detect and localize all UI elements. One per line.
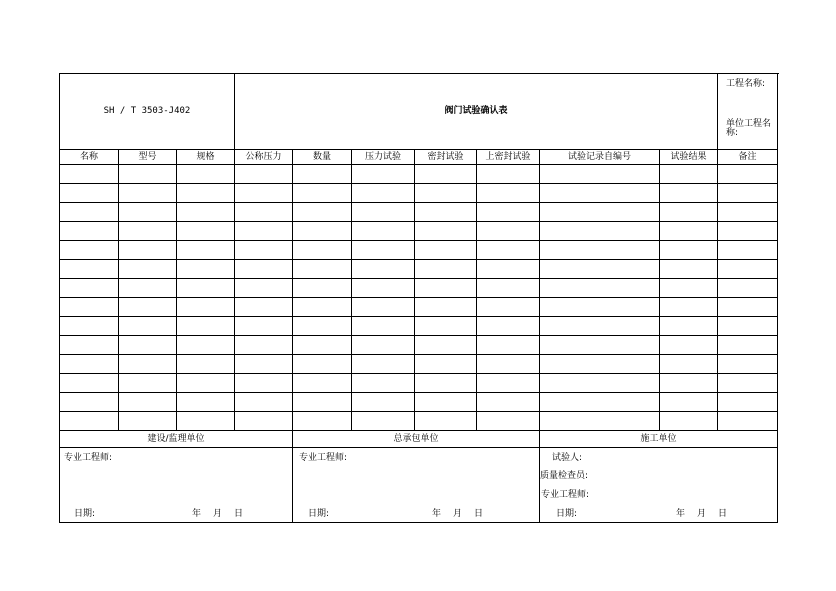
table-cell[interactable]	[718, 184, 778, 203]
column-header: 上密封试验	[477, 150, 540, 165]
table-cell[interactable]	[352, 203, 415, 222]
table-cell[interactable]	[293, 260, 352, 279]
table-cell[interactable]	[718, 374, 778, 393]
table-cell[interactable]	[540, 260, 660, 279]
table-cell[interactable]	[235, 184, 293, 203]
table-row	[60, 355, 778, 374]
column-header: 试验结果	[660, 150, 718, 165]
table-cell[interactable]	[660, 279, 718, 298]
table-cell[interactable]	[477, 241, 540, 260]
table-cell[interactable]	[177, 412, 235, 431]
table-cell[interactable]	[177, 355, 235, 374]
table-cell[interactable]	[177, 374, 235, 393]
table-cell[interactable]	[293, 203, 352, 222]
table-cell[interactable]	[293, 355, 352, 374]
table-cell[interactable]	[177, 184, 235, 203]
table-cell[interactable]	[415, 241, 477, 260]
construction-engineer-label: 专业工程师:	[541, 490, 590, 500]
table-cell[interactable]	[660, 317, 718, 336]
table-cell[interactable]	[660, 260, 718, 279]
table-row	[60, 184, 778, 203]
table-cell[interactable]	[477, 222, 540, 241]
table-cell[interactable]	[235, 260, 293, 279]
table-cell[interactable]	[293, 298, 352, 317]
form-title: 阀门试验确认表	[235, 74, 718, 150]
owner-day-label: 日	[234, 509, 244, 519]
table-cell[interactable]	[540, 165, 660, 184]
table-cell[interactable]	[415, 336, 477, 355]
table-cell[interactable]	[119, 241, 177, 260]
table-cell[interactable]	[352, 317, 415, 336]
table-cell[interactable]	[119, 184, 177, 203]
owner-section-title: 建设/监理单位	[60, 431, 293, 448]
table-cell[interactable]	[415, 298, 477, 317]
table-cell[interactable]	[119, 393, 177, 412]
table-row	[60, 260, 778, 279]
table-cell[interactable]	[177, 222, 235, 241]
table-cell[interactable]	[235, 165, 293, 184]
table-cell[interactable]	[718, 203, 778, 222]
table-cell[interactable]	[718, 317, 778, 336]
table-cell[interactable]	[235, 203, 293, 222]
table-cell[interactable]	[60, 374, 119, 393]
table-cell[interactable]	[119, 165, 177, 184]
table-cell[interactable]	[718, 393, 778, 412]
quality-inspector-label: 质量检查员:	[540, 471, 589, 481]
column-header: 公称压力	[235, 150, 293, 165]
column-header: 规格	[177, 150, 235, 165]
table-cell[interactable]	[540, 393, 660, 412]
table-cell[interactable]	[235, 279, 293, 298]
table-cell[interactable]	[60, 165, 119, 184]
contractor-month-label: 月	[453, 509, 463, 519]
table-cell[interactable]	[415, 184, 477, 203]
table-cell[interactable]	[235, 393, 293, 412]
table-cell[interactable]	[718, 241, 778, 260]
table-cell[interactable]	[415, 165, 477, 184]
table-cell[interactable]	[119, 279, 177, 298]
table-cell[interactable]	[235, 317, 293, 336]
column-header: 压力试验	[352, 150, 415, 165]
column-header: 备注	[718, 150, 778, 165]
table-cell[interactable]	[119, 355, 177, 374]
unit-project-name-label: 单位工程名称:	[726, 119, 772, 138]
table-cell[interactable]	[293, 317, 352, 336]
table-cell[interactable]	[477, 393, 540, 412]
table-cell[interactable]	[660, 241, 718, 260]
table-cell[interactable]	[235, 241, 293, 260]
signature-row	[60, 448, 778, 523]
table-row	[60, 222, 778, 241]
table-cell[interactable]	[660, 184, 718, 203]
table-cell[interactable]	[119, 298, 177, 317]
table-cell[interactable]	[477, 355, 540, 374]
table-cell[interactable]	[718, 412, 778, 431]
table-cell[interactable]	[293, 336, 352, 355]
table-row	[60, 298, 778, 317]
table-cell[interactable]	[415, 355, 477, 374]
table-cell[interactable]	[60, 298, 119, 317]
table-cell[interactable]	[477, 184, 540, 203]
table-cell[interactable]	[119, 203, 177, 222]
table-row	[60, 165, 778, 184]
table-cell[interactable]	[540, 317, 660, 336]
table-cell[interactable]	[718, 165, 778, 184]
table-cell[interactable]	[119, 260, 177, 279]
table-cell[interactable]	[60, 203, 119, 222]
table-cell[interactable]	[718, 222, 778, 241]
tester-label: 试验人:	[552, 453, 583, 463]
table-cell[interactable]	[352, 393, 415, 412]
table-cell[interactable]	[352, 355, 415, 374]
table-cell[interactable]	[477, 317, 540, 336]
table-cell[interactable]	[293, 393, 352, 412]
column-header: 密封试验	[415, 150, 477, 165]
table-cell[interactable]	[177, 298, 235, 317]
table-cell[interactable]	[177, 279, 235, 298]
table-cell[interactable]	[477, 374, 540, 393]
table-cell[interactable]	[352, 336, 415, 355]
table-cell[interactable]	[235, 412, 293, 431]
table-cell[interactable]	[293, 222, 352, 241]
contractor-signature-cell[interactable]	[293, 448, 540, 523]
table-cell[interactable]	[119, 317, 177, 336]
table-cell[interactable]	[718, 260, 778, 279]
table-cell[interactable]	[540, 298, 660, 317]
table-cell[interactable]	[177, 241, 235, 260]
table-cell[interactable]	[477, 260, 540, 279]
construction-section-title: 施工单位	[540, 431, 778, 448]
table-cell[interactable]	[660, 165, 718, 184]
table-cell[interactable]	[177, 165, 235, 184]
table-cell[interactable]	[660, 355, 718, 374]
owner-year-label: 年	[192, 509, 202, 519]
table-cell[interactable]	[60, 184, 119, 203]
table-cell[interactable]	[540, 412, 660, 431]
owner-month-label: 月	[213, 509, 223, 519]
table-cell[interactable]	[415, 260, 477, 279]
table-cell[interactable]	[477, 279, 540, 298]
table-cell[interactable]	[477, 412, 540, 431]
column-header: 型号	[119, 150, 177, 165]
contractor-day-label: 日	[474, 509, 484, 519]
table-cell[interactable]	[352, 165, 415, 184]
table-cell[interactable]	[293, 241, 352, 260]
table-cell[interactable]	[60, 241, 119, 260]
table-row	[60, 203, 778, 222]
contractor-year-label: 年	[432, 509, 442, 519]
table-cell[interactable]	[477, 336, 540, 355]
table-row	[60, 279, 778, 298]
table-cell[interactable]	[177, 317, 235, 336]
table-cell[interactable]	[540, 374, 660, 393]
owner-date-label: 日期:	[74, 509, 96, 519]
table-cell[interactable]	[540, 184, 660, 203]
table-cell[interactable]	[660, 393, 718, 412]
column-header: 名称	[60, 150, 119, 165]
contractor-date-label: 日期:	[308, 509, 330, 519]
project-info-cell[interactable]	[718, 74, 778, 150]
project-name-label: 工程名称:	[726, 79, 766, 89]
table-cell[interactable]	[60, 412, 119, 431]
contractor-engineer-label: 专业工程师:	[299, 453, 348, 463]
table-cell[interactable]	[415, 393, 477, 412]
table-cell[interactable]	[540, 336, 660, 355]
table-cell[interactable]	[352, 184, 415, 203]
table-cell[interactable]	[352, 374, 415, 393]
table-cell[interactable]	[293, 374, 352, 393]
valve-test-form	[59, 73, 777, 531]
table-cell[interactable]	[415, 317, 477, 336]
table-cell[interactable]	[177, 393, 235, 412]
table-cell[interactable]	[718, 298, 778, 317]
table-cell[interactable]	[119, 222, 177, 241]
table-row	[60, 374, 778, 393]
table-cell[interactable]	[177, 260, 235, 279]
owner-signature-cell[interactable]	[60, 448, 293, 523]
table-cell[interactable]	[352, 260, 415, 279]
table-cell[interactable]	[293, 165, 352, 184]
column-header: 试验记录自编号	[540, 150, 660, 165]
table-cell[interactable]	[293, 184, 352, 203]
contractor-section-title: 总承包单位	[293, 431, 540, 448]
table-cell[interactable]	[540, 222, 660, 241]
construction-date-label: 日期:	[556, 509, 578, 519]
column-header: 数量	[293, 150, 352, 165]
section-header-row	[60, 431, 778, 448]
column-header-row	[60, 150, 778, 165]
table-cell[interactable]	[660, 374, 718, 393]
table-cell[interactable]	[60, 279, 119, 298]
table-cell[interactable]	[660, 412, 718, 431]
table-cell[interactable]	[415, 374, 477, 393]
table-cell[interactable]	[352, 279, 415, 298]
table-cell[interactable]	[718, 355, 778, 374]
table-cell[interactable]	[718, 279, 778, 298]
construction-year-label: 年	[676, 509, 686, 519]
table-cell[interactable]	[235, 374, 293, 393]
table-cell[interactable]	[177, 203, 235, 222]
table-cell[interactable]	[660, 298, 718, 317]
construction-day-label: 日	[718, 509, 728, 519]
table-cell[interactable]	[477, 298, 540, 317]
table-cell[interactable]	[352, 241, 415, 260]
table-cell[interactable]	[235, 298, 293, 317]
table-cell[interactable]	[60, 393, 119, 412]
table-cell[interactable]	[119, 336, 177, 355]
table-cell[interactable]	[660, 336, 718, 355]
construction-signature-cell[interactable]	[540, 448, 778, 523]
table-cell[interactable]	[235, 355, 293, 374]
table-cell[interactable]	[60, 260, 119, 279]
table-cell[interactable]	[540, 203, 660, 222]
form-table	[59, 73, 778, 523]
form-code: SH / T 3503-J402	[60, 74, 235, 150]
table-cell[interactable]	[60, 336, 119, 355]
table-cell[interactable]	[477, 165, 540, 184]
table-row	[60, 412, 778, 431]
table-cell[interactable]	[60, 222, 119, 241]
table-cell[interactable]	[540, 279, 660, 298]
table-cell[interactable]	[60, 355, 119, 374]
table-cell[interactable]	[119, 412, 177, 431]
table-row	[60, 241, 778, 260]
table-cell[interactable]	[235, 336, 293, 355]
table-cell[interactable]	[177, 336, 235, 355]
table-cell[interactable]	[415, 279, 477, 298]
table-cell[interactable]	[415, 412, 477, 431]
table-cell[interactable]	[540, 355, 660, 374]
table-cell[interactable]	[293, 412, 352, 431]
table-row	[60, 317, 778, 336]
table-cell[interactable]	[60, 317, 119, 336]
table-cell[interactable]	[718, 336, 778, 355]
table-cell[interactable]	[293, 279, 352, 298]
table-cell[interactable]	[352, 222, 415, 241]
table-row	[60, 336, 778, 355]
table-cell[interactable]	[660, 203, 718, 222]
table-cell[interactable]	[119, 374, 177, 393]
table-cell[interactable]	[660, 222, 718, 241]
table-cell[interactable]	[415, 222, 477, 241]
table-cell[interactable]	[415, 203, 477, 222]
table-row	[60, 393, 778, 412]
construction-month-label: 月	[697, 509, 707, 519]
table-cell[interactable]	[235, 222, 293, 241]
owner-engineer-label: 专业工程师:	[64, 453, 113, 463]
table-cell[interactable]	[477, 203, 540, 222]
table-cell[interactable]	[540, 241, 660, 260]
table-cell[interactable]	[352, 412, 415, 431]
table-cell[interactable]	[352, 298, 415, 317]
